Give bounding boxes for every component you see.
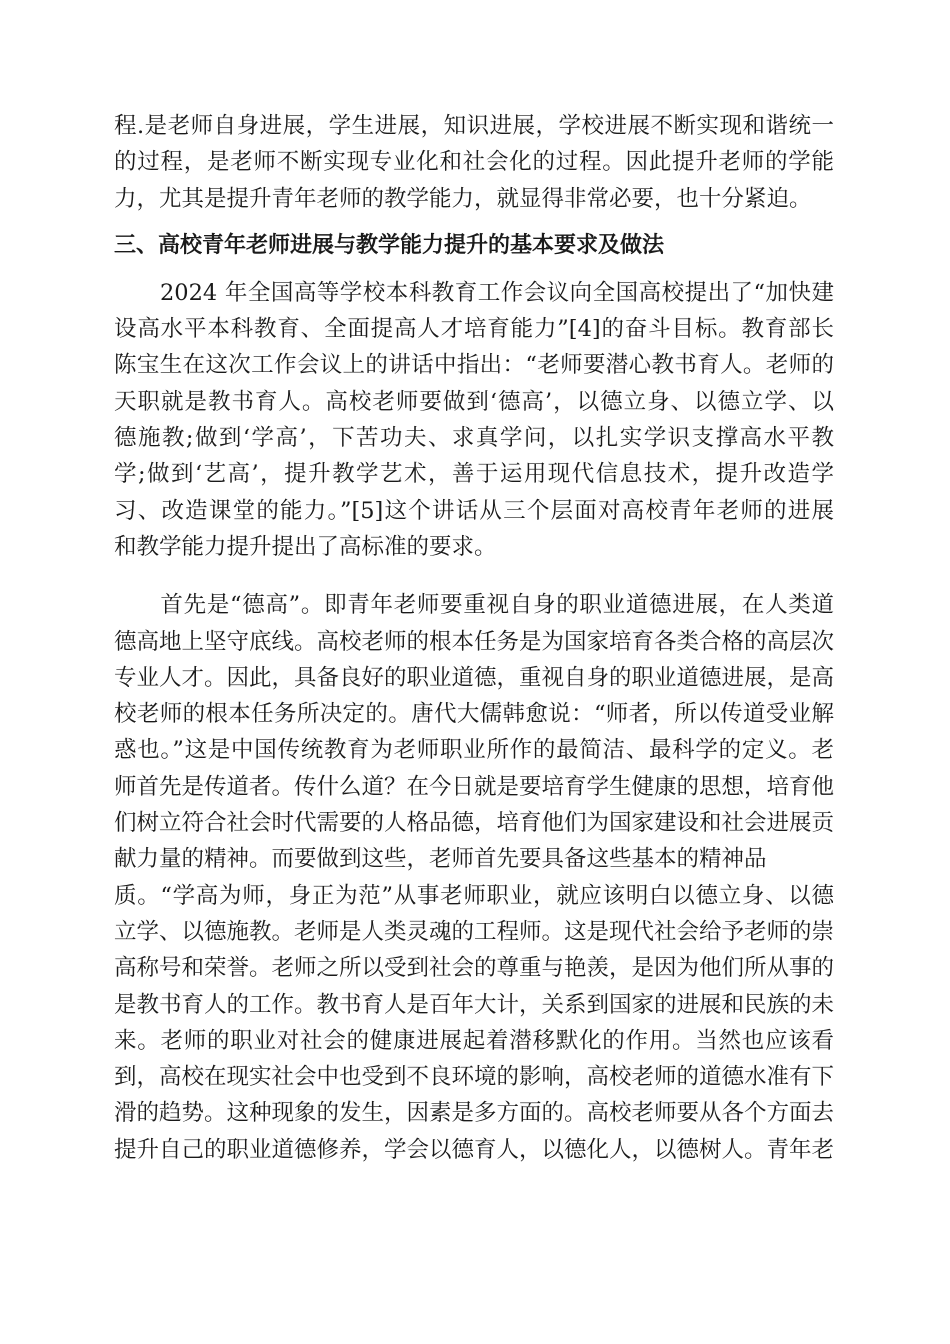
text-line: 质。“学高为师，身正为范”从事老师职业，就应该明白以德立身、以德	[114, 882, 834, 909]
intro-paragraph	[114, 108, 834, 217]
text-line: 和教学能力提升提出了高标准的要求。	[114, 533, 497, 560]
section-heading: 三、高校青年老师进展与教学能力提升的基本要求及做法	[114, 232, 665, 258]
text-line: 德施教;做到‘学高’，下苦功夫、求真学问，以扎实学识支撑高水平教	[114, 425, 834, 452]
text-line: 力，尤其是提升青年老师的教学能力，就显得非常必要，也十分紧迫。	[114, 185, 812, 212]
text-line: 是教书育人的工作。教书育人是百年大计，关系到国家的进展和民族的未	[114, 991, 835, 1018]
paragraph-2	[114, 275, 834, 565]
text-line: 首先是“德高”。即青年老师要重视自身的职业道德进展，在人类道	[114, 592, 834, 619]
text-line: 学;做到‘艺高’，提升教学艺术，善于运用现代信息技术，提升改造学	[114, 461, 834, 488]
text-line: 习、改造课堂的能力。”[5]这个讲话从三个层面对高校青年老师的进展	[114, 497, 834, 524]
text-line: 到，高校在现实社会中也受到不良环境的影响，高校老师的道德水准有下	[114, 1064, 835, 1091]
text-line: 提升自己的职业道德修养，学会以德育人，以德化人，以德树人。青年老	[114, 1136, 835, 1163]
text-line: 2024 年全国高等学校本科教育工作会议向全国高校提出了“加快建	[114, 279, 834, 306]
text-line: 滑的趋势。这种现象的发生，因素是多方面的。高校老师要从各个方面去	[114, 1100, 835, 1127]
text-line: 校老师的根本任务所决定的。唐代大儒韩愈说：“师者，所以传道受业解	[114, 701, 834, 728]
text-line: 师首先是传道者。传什么道？在今日就是要培育学生健康的思想，培育他	[114, 773, 835, 800]
paragraph-3	[114, 587, 834, 1168]
paragraph-spacer	[114, 565, 834, 587]
text-line: 的过程，是老师不断实现专业化和社会化的过程。因此提升老师的学能	[114, 149, 834, 176]
document-page	[114, 108, 834, 1168]
text-line: 专业人才。因此，具备良好的职业道德，重视自身的职业道德进展，是高	[114, 664, 835, 691]
text-line: 天职就是教书育人。高校老师要做到‘德高’，以德立身、以德立学、以	[114, 388, 834, 415]
text-line: 德高地上坚守底线。高校老师的根本任务是为国家培育各类合格的高层次	[114, 628, 835, 655]
text-line: 陈宝生在这次工作会议上的讲话中指出：“老师要潜心教书育人。老师的	[114, 352, 834, 379]
text-line: 程.是老师自身进展，学生进展，知识进展，学校进展不断实现和谐统一	[114, 113, 834, 139]
text-line: 惑也。”这是中国传统教育为老师职业所作的最简洁、最科学的定义。老	[114, 737, 834, 764]
text-line: 立学、以德施教。老师是人类灵魂的工程师。这是现代社会给予老师的崇	[114, 918, 835, 945]
text-line: 们树立符合社会时代需要的人格品德，培育他们为国家建设和社会进展贡	[114, 810, 835, 837]
text-line: 高称号和荣誉。老师之所以受到社会的尊重与艳羡，是因为他们所从事的	[114, 955, 835, 982]
text-line: 设高水平本科教育、全面提高人才培育能力”[4]的奋斗目标。教育部长	[114, 316, 834, 343]
text-line: 献力量的精神。而要做到这些，老师首先要具备这些基本的精神品	[114, 846, 767, 873]
text-line: 来。老师的职业对社会的健康进展起着潜移默化的作用。当然也应该看	[114, 1027, 834, 1054]
